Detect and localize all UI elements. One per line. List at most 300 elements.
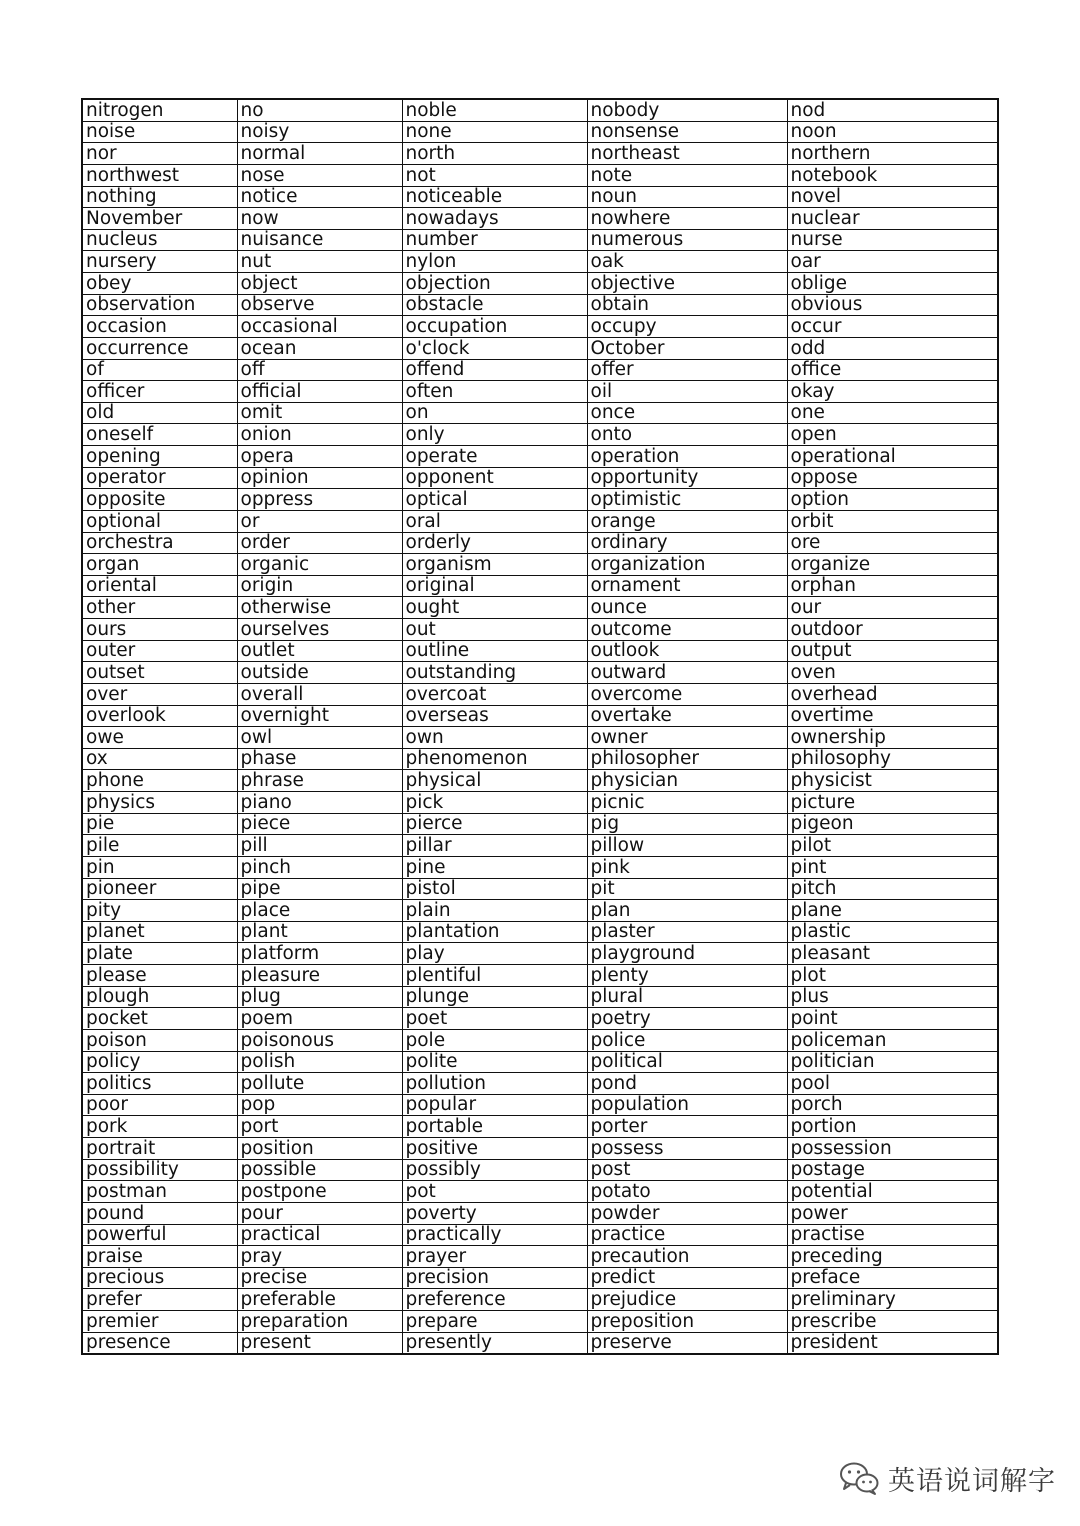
word-cell: pilot bbox=[787, 835, 998, 857]
table-row bbox=[82, 965, 998, 987]
word-table bbox=[81, 98, 999, 1355]
word-cell: oven bbox=[787, 662, 998, 684]
word-cell: plunge bbox=[402, 986, 587, 1008]
word-cell: organ bbox=[82, 554, 237, 576]
word-cell: precision bbox=[402, 1267, 587, 1289]
table-row bbox=[82, 424, 998, 446]
word-cell: ox bbox=[82, 748, 237, 770]
word-cell: operate bbox=[402, 446, 587, 468]
word-cell: portrait bbox=[82, 1138, 237, 1160]
word-cell: onion bbox=[237, 424, 402, 446]
word-cell: postman bbox=[82, 1181, 237, 1203]
word-cell: plaster bbox=[587, 921, 787, 943]
word-cell: pound bbox=[82, 1202, 237, 1224]
word-cell: out bbox=[402, 619, 587, 641]
table-row bbox=[82, 792, 998, 814]
table-row bbox=[82, 705, 998, 727]
word-cell: nitrogen bbox=[82, 99, 237, 121]
table-row bbox=[82, 381, 998, 403]
word-cell: pint bbox=[787, 856, 998, 878]
word-cell: nut bbox=[237, 251, 402, 273]
word-cell: on bbox=[402, 402, 587, 424]
word-cell: object bbox=[237, 273, 402, 295]
word-cell: physical bbox=[402, 770, 587, 792]
word-cell: overtime bbox=[787, 705, 998, 727]
word-cell: preface bbox=[787, 1267, 998, 1289]
word-cell: operation bbox=[587, 446, 787, 468]
word-cell: piano bbox=[237, 792, 402, 814]
word-cell: present bbox=[237, 1332, 402, 1354]
word-cell: owl bbox=[237, 727, 402, 749]
word-cell: or bbox=[237, 510, 402, 532]
word-cell: possess bbox=[587, 1138, 787, 1160]
word-cell: optical bbox=[402, 489, 587, 511]
word-cell: owe bbox=[82, 727, 237, 749]
word-cell: plain bbox=[402, 900, 587, 922]
table-row bbox=[82, 1094, 998, 1116]
word-cell: operator bbox=[82, 467, 237, 489]
word-cell: nowadays bbox=[402, 208, 587, 230]
word-cell: praise bbox=[82, 1246, 237, 1268]
word-cell: option bbox=[787, 489, 998, 511]
table-row bbox=[82, 1051, 998, 1073]
table-row bbox=[82, 532, 998, 554]
word-cell: presently bbox=[402, 1332, 587, 1354]
word-cell: poverty bbox=[402, 1202, 587, 1224]
word-cell: physicist bbox=[787, 770, 998, 792]
word-cell: optimistic bbox=[587, 489, 787, 511]
word-cell: pillow bbox=[587, 835, 787, 857]
word-cell: prescribe bbox=[787, 1311, 998, 1333]
word-cell: noon bbox=[787, 121, 998, 143]
word-cell: opposite bbox=[82, 489, 237, 511]
table-row bbox=[82, 1073, 998, 1095]
table-row bbox=[82, 1267, 998, 1289]
word-cell: pond bbox=[587, 1073, 787, 1095]
word-cell: port bbox=[237, 1116, 402, 1138]
word-cell: over bbox=[82, 683, 237, 705]
word-cell: obtain bbox=[587, 294, 787, 316]
word-cell: nuisance bbox=[237, 229, 402, 251]
word-cell: phrase bbox=[237, 770, 402, 792]
word-cell: position bbox=[237, 1138, 402, 1160]
table-row bbox=[82, 662, 998, 684]
word-cell: pig bbox=[587, 813, 787, 835]
word-cell: our bbox=[787, 597, 998, 619]
word-cell: omit bbox=[237, 402, 402, 424]
word-cell: opera bbox=[237, 446, 402, 468]
word-cell: nursery bbox=[82, 251, 237, 273]
word-cell: obvious bbox=[787, 294, 998, 316]
word-cell: overcome bbox=[587, 683, 787, 705]
word-cell: premier bbox=[82, 1311, 237, 1333]
word-cell: polish bbox=[237, 1051, 402, 1073]
word-cell: preserve bbox=[587, 1332, 787, 1354]
word-cell: plentiful bbox=[402, 965, 587, 987]
word-cell: pick bbox=[402, 792, 587, 814]
table-row bbox=[82, 446, 998, 468]
word-cell: observation bbox=[82, 294, 237, 316]
word-cell: preceding bbox=[787, 1246, 998, 1268]
word-cell: porch bbox=[787, 1094, 998, 1116]
table-row bbox=[82, 1008, 998, 1030]
word-cell: odd bbox=[787, 337, 998, 359]
word-cell: overtake bbox=[587, 705, 787, 727]
word-cell: please bbox=[82, 965, 237, 987]
table-row bbox=[82, 921, 998, 943]
word-cell: notebook bbox=[787, 164, 998, 186]
word-cell: porter bbox=[587, 1116, 787, 1138]
word-cell: officer bbox=[82, 381, 237, 403]
word-cell: platform bbox=[237, 943, 402, 965]
word-cell: pot bbox=[402, 1181, 587, 1203]
word-cell: own bbox=[402, 727, 587, 749]
word-cell: obstacle bbox=[402, 294, 587, 316]
watermark-text: 英语说词解字 bbox=[888, 1465, 1056, 1497]
word-cell: preparation bbox=[237, 1311, 402, 1333]
word-cell: nowhere bbox=[587, 208, 787, 230]
word-cell: plate bbox=[82, 943, 237, 965]
word-cell: numerous bbox=[587, 229, 787, 251]
word-cell: physician bbox=[587, 770, 787, 792]
word-cell: ore bbox=[787, 532, 998, 554]
word-cell: nonsense bbox=[587, 121, 787, 143]
word-cell: overseas bbox=[402, 705, 587, 727]
word-cell: orderly bbox=[402, 532, 587, 554]
word-cell: picnic bbox=[587, 792, 787, 814]
word-cell: presence bbox=[82, 1332, 237, 1354]
word-cell: potato bbox=[587, 1181, 787, 1203]
word-cell: November bbox=[82, 208, 237, 230]
word-cell: pollution bbox=[402, 1073, 587, 1095]
word-cell: noisy bbox=[237, 121, 402, 143]
word-cell: practise bbox=[787, 1224, 998, 1246]
word-cell: pit bbox=[587, 878, 787, 900]
word-cell: nothing bbox=[82, 186, 237, 208]
table-row bbox=[82, 1332, 998, 1354]
word-cell: order bbox=[237, 532, 402, 554]
table-row bbox=[82, 1246, 998, 1268]
word-cell: orchestra bbox=[82, 532, 237, 554]
word-cell: outer bbox=[82, 640, 237, 662]
word-cell: other bbox=[82, 597, 237, 619]
word-cell: president bbox=[787, 1332, 998, 1354]
word-cell: organism bbox=[402, 554, 587, 576]
word-cell: precise bbox=[237, 1267, 402, 1289]
word-cell: poisonous bbox=[237, 1029, 402, 1051]
word-cell: occupy bbox=[587, 316, 787, 338]
word-cell: normal bbox=[237, 143, 402, 165]
word-cell: prefer bbox=[82, 1289, 237, 1311]
word-cell: pin bbox=[82, 856, 237, 878]
word-cell: physics bbox=[82, 792, 237, 814]
word-cell: pillar bbox=[402, 835, 587, 857]
word-cell: opponent bbox=[402, 467, 587, 489]
word-cell: pierce bbox=[402, 813, 587, 835]
word-cell: pile bbox=[82, 835, 237, 857]
word-cell: only bbox=[402, 424, 587, 446]
word-cell: novel bbox=[787, 186, 998, 208]
word-cell: politician bbox=[787, 1051, 998, 1073]
word-cell: not bbox=[402, 164, 587, 186]
word-cell: ordinary bbox=[587, 532, 787, 554]
word-cell: powerful bbox=[82, 1224, 237, 1246]
word-cell: pity bbox=[82, 900, 237, 922]
word-cell: okay bbox=[787, 381, 998, 403]
word-cell: place bbox=[237, 900, 402, 922]
word-cell: nuclear bbox=[787, 208, 998, 230]
word-cell: pipe bbox=[237, 878, 402, 900]
word-cell: October bbox=[587, 337, 787, 359]
word-cell: plough bbox=[82, 986, 237, 1008]
word-cell: precious bbox=[82, 1267, 237, 1289]
table-row bbox=[82, 294, 998, 316]
word-table-body bbox=[82, 99, 998, 1354]
word-cell: overlook bbox=[82, 705, 237, 727]
word-cell: occasion bbox=[82, 316, 237, 338]
table-row bbox=[82, 402, 998, 424]
word-cell: objection bbox=[402, 273, 587, 295]
table-row bbox=[82, 900, 998, 922]
table-row bbox=[82, 748, 998, 770]
word-cell: oar bbox=[787, 251, 998, 273]
word-cell: opening bbox=[82, 446, 237, 468]
table-row bbox=[82, 943, 998, 965]
word-cell: occasional bbox=[237, 316, 402, 338]
word-cell: pill bbox=[237, 835, 402, 857]
word-cell: outline bbox=[402, 640, 587, 662]
table-row bbox=[82, 727, 998, 749]
word-cell: noble bbox=[402, 99, 587, 121]
word-cell: playground bbox=[587, 943, 787, 965]
word-cell: noise bbox=[82, 121, 237, 143]
word-cell: pole bbox=[402, 1029, 587, 1051]
table-row bbox=[82, 251, 998, 273]
word-cell: positive bbox=[402, 1138, 587, 1160]
word-cell: prejudice bbox=[587, 1289, 787, 1311]
table-row bbox=[82, 1116, 998, 1138]
word-cell: outdoor bbox=[787, 619, 998, 641]
word-cell: noun bbox=[587, 186, 787, 208]
table-row bbox=[82, 143, 998, 165]
word-cell: outward bbox=[587, 662, 787, 684]
word-cell: objective bbox=[587, 273, 787, 295]
word-cell: noticeable bbox=[402, 186, 587, 208]
word-cell: potential bbox=[787, 1181, 998, 1203]
word-cell: original bbox=[402, 575, 587, 597]
word-cell: ownership bbox=[787, 727, 998, 749]
word-cell: owner bbox=[587, 727, 787, 749]
table-row bbox=[82, 575, 998, 597]
word-cell: nylon bbox=[402, 251, 587, 273]
watermark bbox=[838, 1458, 1056, 1498]
word-cell: preposition bbox=[587, 1311, 787, 1333]
word-cell: nucleus bbox=[82, 229, 237, 251]
word-cell: nobody bbox=[587, 99, 787, 121]
word-cell: popular bbox=[402, 1094, 587, 1116]
table-row bbox=[82, 1311, 998, 1333]
word-cell: outlet bbox=[237, 640, 402, 662]
word-cell: plot bbox=[787, 965, 998, 987]
word-cell: offend bbox=[402, 359, 587, 381]
word-cell: play bbox=[402, 943, 587, 965]
table-row bbox=[82, 1029, 998, 1051]
word-cell: oak bbox=[587, 251, 787, 273]
word-cell: observe bbox=[237, 294, 402, 316]
table-row bbox=[82, 1159, 998, 1181]
word-cell: pocket bbox=[82, 1008, 237, 1030]
table-row bbox=[82, 640, 998, 662]
word-cell: pigeon bbox=[787, 813, 998, 835]
word-cell: prayer bbox=[402, 1246, 587, 1268]
table-row bbox=[82, 986, 998, 1008]
word-cell: organic bbox=[237, 554, 402, 576]
word-cell: practically bbox=[402, 1224, 587, 1246]
word-cell: operational bbox=[787, 446, 998, 468]
word-cell: overnight bbox=[237, 705, 402, 727]
table-row bbox=[82, 683, 998, 705]
word-cell: origin bbox=[237, 575, 402, 597]
word-cell: practical bbox=[237, 1224, 402, 1246]
word-cell: orphan bbox=[787, 575, 998, 597]
table-row bbox=[82, 619, 998, 641]
word-cell: pleasant bbox=[787, 943, 998, 965]
word-cell: predict bbox=[587, 1267, 787, 1289]
word-cell: pleasure bbox=[237, 965, 402, 987]
word-cell: obey bbox=[82, 273, 237, 295]
word-cell: one bbox=[787, 402, 998, 424]
word-cell: plane bbox=[787, 900, 998, 922]
word-cell: pool bbox=[787, 1073, 998, 1095]
word-cell: optional bbox=[82, 510, 237, 532]
table-row bbox=[82, 208, 998, 230]
word-cell: possible bbox=[237, 1159, 402, 1181]
word-cell: opinion bbox=[237, 467, 402, 489]
word-cell: population bbox=[587, 1094, 787, 1116]
word-cell: possession bbox=[787, 1138, 998, 1160]
word-cell: note bbox=[587, 164, 787, 186]
word-cell: ought bbox=[402, 597, 587, 619]
word-cell: outside bbox=[237, 662, 402, 684]
word-cell: opportunity bbox=[587, 467, 787, 489]
word-cell: pop bbox=[237, 1094, 402, 1116]
word-cell: possibility bbox=[82, 1159, 237, 1181]
word-cell: notice bbox=[237, 186, 402, 208]
word-cell: orbit bbox=[787, 510, 998, 532]
word-cell: northwest bbox=[82, 164, 237, 186]
word-cell: prepare bbox=[402, 1311, 587, 1333]
word-cell: output bbox=[787, 640, 998, 662]
word-cell: overcoat bbox=[402, 683, 587, 705]
wechat-logo-icon bbox=[838, 1460, 880, 1496]
table-row bbox=[82, 316, 998, 338]
word-cell: overall bbox=[237, 683, 402, 705]
word-cell: phenomenon bbox=[402, 748, 587, 770]
word-cell: no bbox=[237, 99, 402, 121]
word-cell: oppose bbox=[787, 467, 998, 489]
word-cell: ounce bbox=[587, 597, 787, 619]
word-cell: police bbox=[587, 1029, 787, 1051]
word-cell: otherwise bbox=[237, 597, 402, 619]
word-cell: possibly bbox=[402, 1159, 587, 1181]
word-cell: plug bbox=[237, 986, 402, 1008]
word-cell: number bbox=[402, 229, 587, 251]
word-cell: often bbox=[402, 381, 587, 403]
word-cell: northern bbox=[787, 143, 998, 165]
word-cell: oral bbox=[402, 510, 587, 532]
table-row bbox=[82, 1202, 998, 1224]
word-cell: plenty bbox=[587, 965, 787, 987]
word-cell: preferable bbox=[237, 1289, 402, 1311]
word-cell: political bbox=[587, 1051, 787, 1073]
table-row bbox=[82, 597, 998, 619]
word-cell: ourselves bbox=[237, 619, 402, 641]
word-cell: phase bbox=[237, 748, 402, 770]
word-cell: nose bbox=[237, 164, 402, 186]
word-cell: politics bbox=[82, 1073, 237, 1095]
table-row bbox=[82, 1181, 998, 1203]
table-row bbox=[82, 337, 998, 359]
word-cell: pistol bbox=[402, 878, 587, 900]
table-row bbox=[82, 1138, 998, 1160]
table-row bbox=[82, 186, 998, 208]
word-cell: overhead bbox=[787, 683, 998, 705]
table-row bbox=[82, 99, 998, 121]
word-cell: nor bbox=[82, 143, 237, 165]
word-cell: plus bbox=[787, 986, 998, 1008]
word-cell: pork bbox=[82, 1116, 237, 1138]
word-cell: postpone bbox=[237, 1181, 402, 1203]
table-row bbox=[82, 164, 998, 186]
word-cell: portion bbox=[787, 1116, 998, 1138]
word-cell: picture bbox=[787, 792, 998, 814]
word-cell: pink bbox=[587, 856, 787, 878]
word-cell: plantation bbox=[402, 921, 587, 943]
word-cell: pinch bbox=[237, 856, 402, 878]
word-cell: policeman bbox=[787, 1029, 998, 1051]
table-row bbox=[82, 121, 998, 143]
table-row bbox=[82, 1289, 998, 1311]
word-cell: ornament bbox=[587, 575, 787, 597]
word-cell: poem bbox=[237, 1008, 402, 1030]
word-cell: plan bbox=[587, 900, 787, 922]
word-cell: practice bbox=[587, 1224, 787, 1246]
word-cell: poor bbox=[82, 1094, 237, 1116]
word-cell: old bbox=[82, 402, 237, 424]
word-cell: preference bbox=[402, 1289, 587, 1311]
word-cell: postage bbox=[787, 1159, 998, 1181]
word-cell: once bbox=[587, 402, 787, 424]
table-row bbox=[82, 273, 998, 295]
word-cell: north bbox=[402, 143, 587, 165]
table-row bbox=[82, 229, 998, 251]
table-row bbox=[82, 1224, 998, 1246]
word-cell: of bbox=[82, 359, 237, 381]
word-cell: oneself bbox=[82, 424, 237, 446]
table-row bbox=[82, 878, 998, 900]
table-row bbox=[82, 489, 998, 511]
word-cell: outcome bbox=[587, 619, 787, 641]
word-cell: oblige bbox=[787, 273, 998, 295]
table-row bbox=[82, 359, 998, 381]
word-cell: ocean bbox=[237, 337, 402, 359]
word-cell: pour bbox=[237, 1202, 402, 1224]
word-cell: offer bbox=[587, 359, 787, 381]
table-row bbox=[82, 813, 998, 835]
word-cell: poison bbox=[82, 1029, 237, 1051]
word-cell: plastic bbox=[787, 921, 998, 943]
word-cell: pine bbox=[402, 856, 587, 878]
